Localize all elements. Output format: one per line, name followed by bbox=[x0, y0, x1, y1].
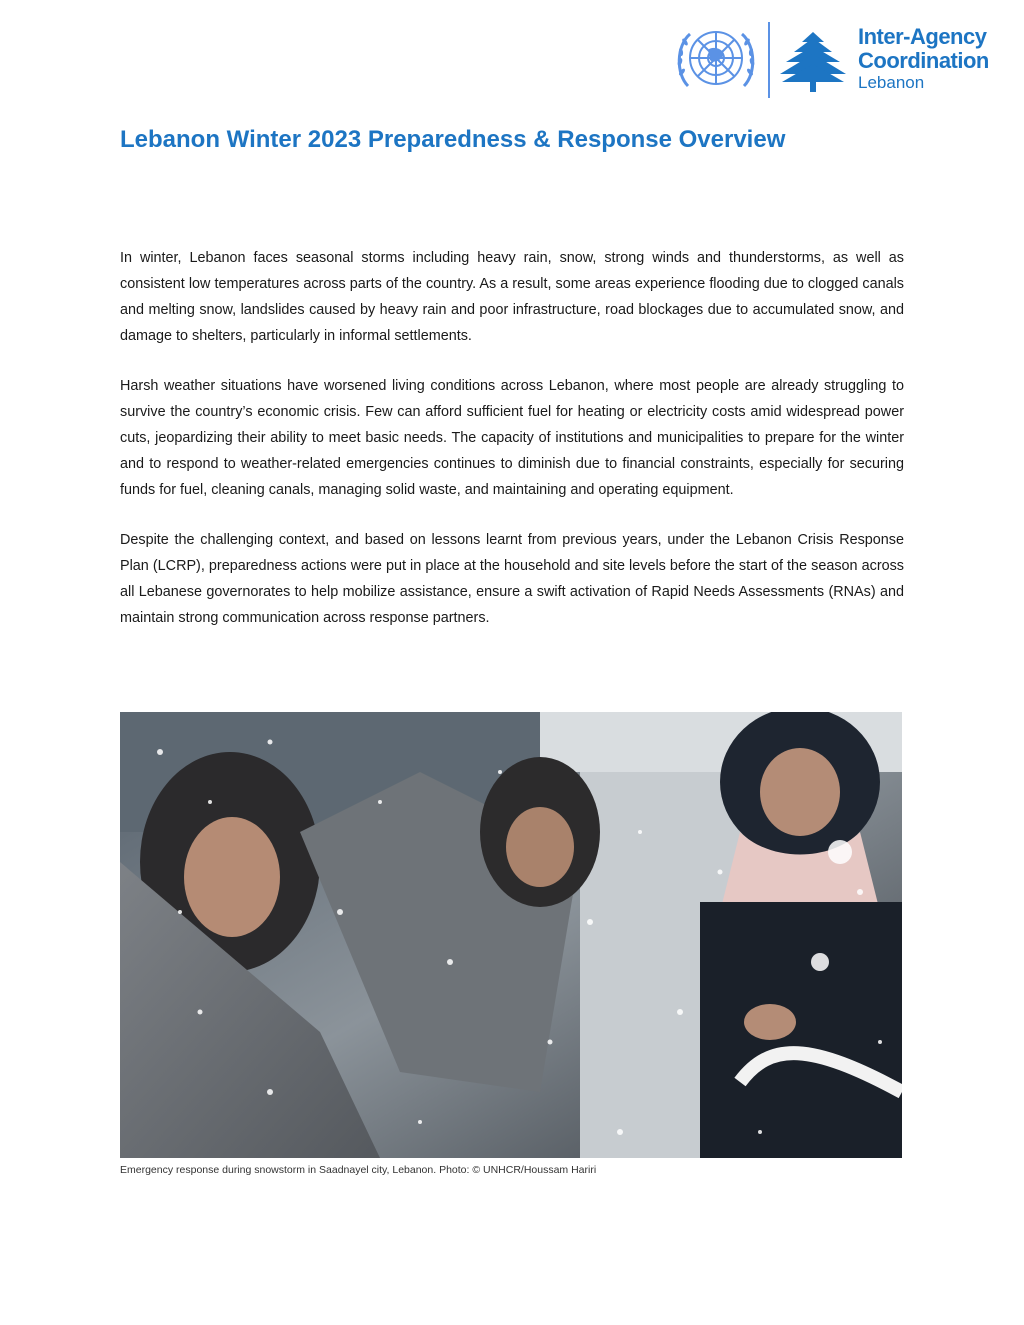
body-text bbox=[120, 245, 904, 655]
snowstorm-photo bbox=[120, 712, 902, 1158]
org-name bbox=[858, 26, 1008, 91]
org-name-line3: Lebanon bbox=[858, 73, 925, 92]
org-name-line2: Coordination bbox=[858, 48, 989, 73]
paragraph-2: Harsh weather situations have worsened living conditions across Lebanon, where most people are already struggling to survive the country’s economic crisis. Few can afford sufficient fuel for heating or electricity costs amid widespread power cuts, jeopardizing their ability to meet basic needs. The capacity of institutions and municipalities to prepare for the winter and to respond to weather-related emergencies continues to diminish due to financial constraints, especially for securing funds for fuel, cleaning canals, managing solid waste, and maintaining and operating equipment. bbox=[120, 378, 904, 498]
un-emblem-icon bbox=[672, 24, 760, 96]
paragraph-1: In winter, Lebanon faces seasonal storms including heavy rain, snow, strong winds and thunderstorms, as well as consistent low temperatures across parts of the country. As a result, some areas experience flooding due to clogged canals and melting snow, landslides caused by heavy rain and poor infrastructure, road blockages due to accumulated snow, and damage to shelters, particularly in informal settlements. bbox=[120, 250, 904, 344]
snowstorm-photo-image bbox=[120, 712, 902, 1158]
header-divider bbox=[768, 22, 770, 98]
cedar-tree-icon bbox=[778, 30, 848, 94]
page-title: Lebanon Winter 2023 Preparedness & Response Overview bbox=[120, 126, 786, 153]
page-header bbox=[672, 22, 1004, 98]
photo-caption: Emergency response during snowstorm in Saadnayel city, Lebanon. Photo: © UNHCR/Houssam Hariri bbox=[120, 1164, 597, 1176]
paragraph-3: Despite the challenging context, and based on lessons learnt from previous years, under the Lebanon Crisis Response Plan (LCRP), preparedness actions were put in place at the household and site levels before the start of the season across all Lebanese governorates to help mobilize assistance, ensure a swift activation of Rapid Needs Assessments (RNAs) and maintain strong communication across response partners. bbox=[120, 532, 904, 626]
org-name-line1: Inter-Agency bbox=[858, 24, 987, 49]
